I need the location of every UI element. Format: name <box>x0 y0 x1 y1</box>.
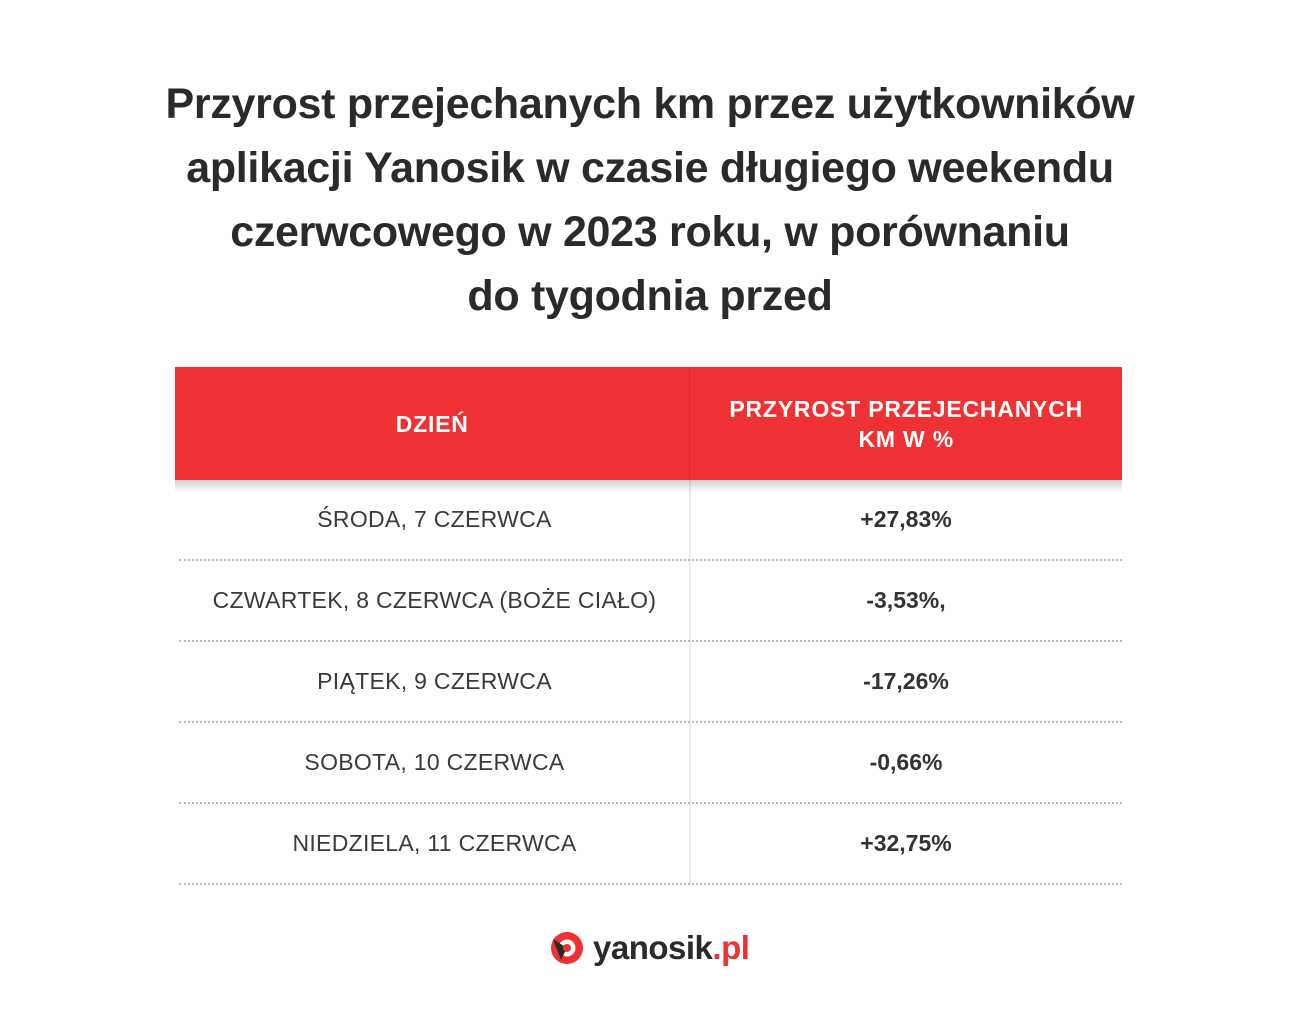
column-header-value-line-2: KM W % <box>858 425 954 452</box>
cell-day: SOBOTA, 10 CZERWCA <box>304 749 565 775</box>
column-divider <box>689 480 692 885</box>
page-title-line-3: czerwcowego w 2023 roku, w porównaniu <box>230 208 1070 256</box>
logo-wordmark <box>593 929 749 967</box>
table-row <box>179 480 1122 561</box>
page-title-line-2: aplikacji Yanosik w czasie długiego weekendu <box>186 144 1114 192</box>
table-row <box>179 723 1122 804</box>
cell-value: +32,75% <box>860 830 952 856</box>
cell-value: +27,83% <box>860 506 952 532</box>
page-title <box>0 72 1300 328</box>
cell-value: -3,53%, <box>866 587 946 613</box>
cell-value: -0,66% <box>869 749 943 775</box>
cell-day: CZWARTEK, 8 CZERWCA (BOŻE CIAŁO) <box>212 587 657 613</box>
column-header-value <box>690 367 1122 480</box>
page-title-line-4: do tygodnia przed <box>467 272 833 320</box>
logo-domain: .pl <box>712 929 750 966</box>
column-header-value-line-1: PRZYROST PRZEJECHANYCH <box>729 395 1084 422</box>
yanosik-logo-icon <box>549 930 585 966</box>
logo-name: yanosik <box>593 929 713 966</box>
column-header-day: DZIEŃ <box>395 410 469 437</box>
brand-logo <box>549 928 749 968</box>
cell-day: ŚRODA, 7 CZERWCA <box>317 506 552 532</box>
data-table <box>175 367 1122 885</box>
cell-value: -17,26% <box>863 668 949 694</box>
cell-day: NIEDZIELA, 11 CZERWCA <box>292 830 577 856</box>
table-header <box>175 367 1122 480</box>
cell-day: PIĄTEK, 9 CZERWCA <box>317 668 552 694</box>
table-row <box>179 561 1122 642</box>
table-body <box>175 480 1122 885</box>
table-row <box>179 642 1122 723</box>
table-row <box>179 804 1122 885</box>
page-title-line-1: Przyrost przejechanych km przez użytkowników <box>165 80 1135 128</box>
